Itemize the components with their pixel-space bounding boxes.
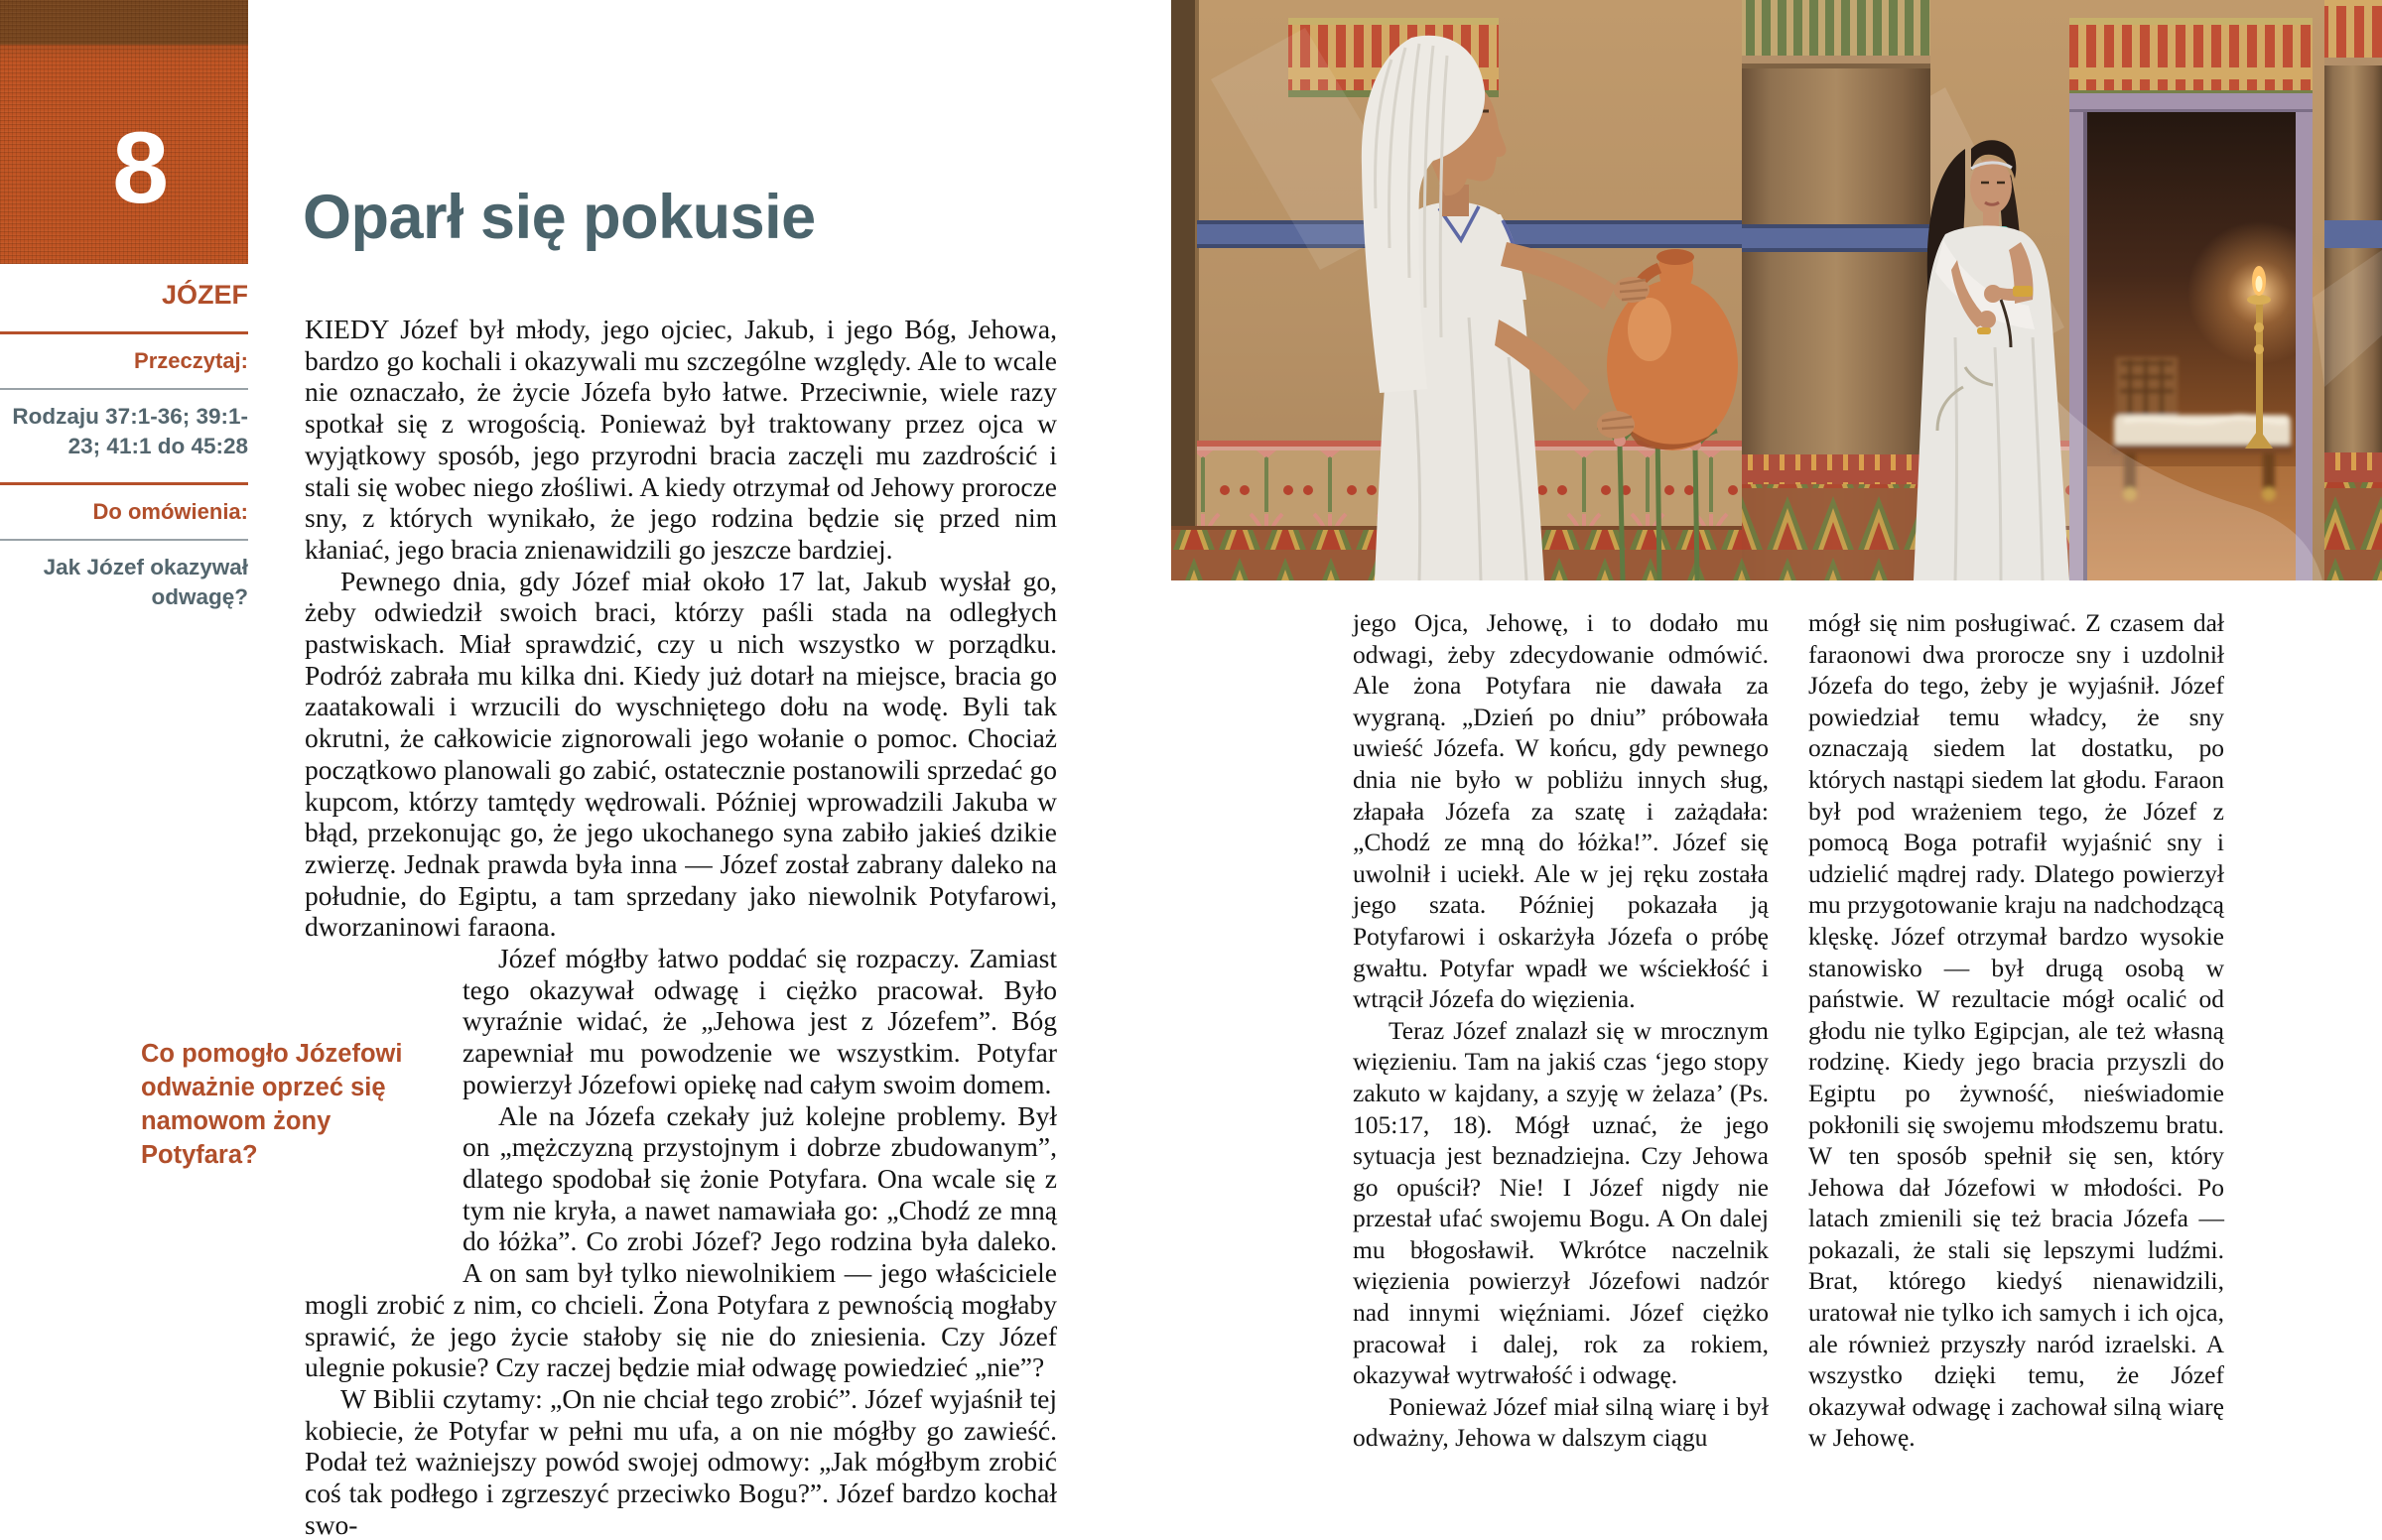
- paragraph-3: [141, 943, 1057, 1170]
- wife-hand: [1984, 285, 2002, 303]
- sidebar-read-label: Przeczytaj:: [134, 347, 248, 373]
- sidebar-rule-orange: [0, 331, 248, 334]
- paragraph-1: KIEDY Józef był młody, jego ojciec, Jakub, i jego Bóg, Jehowa, bardzo go kochali i okazywali mu szczególne względy. Ale to wcale nie oznaczało, że życie Józefa było łatwe. Przeciwnie, wiele razy spotkał się z wrogością. Ponieważ był traktowany przez ojca w wyjątkowy sposób, jego przyrodni bracia zaczęli mu zazdrościć i stali się wobec niego złośliwi. A kiedy otrzymał od Jehowy prorocze sny, z których wynikało, że jego rodzina będzie się przed nim kłaniać, jego bracia znienawidzili go jeszcze bardziej.: [305, 314, 1057, 565]
- text-column-right: [1808, 607, 2224, 1454]
- paragraph-4: Ale na Józefa czekały już kolejne problemy. Był on „mężczyzną przystojnym i dobrze zbudowanym”, dlatego spodobał się żonie Potyfara. Ona wcale się z tym nie kryła, a nawet namawiała go: „Chodź ze mną do łóżka”. Co zrobi Józef? Jego rodzina była daleko. A on sam był tylko niewolnikiem — jego właściciele mogli zrobić z nim, co chcieli. Żona Potyfara z pewnością mogłaby sprawić, że jego życie stałoby się nie do zniesienia. Czy Józef ulegnie pokusie? Czy raczej będzie miał odwagę powiedzieć „nie”?: [305, 1099, 1057, 1383]
- column-paragraph: jego Ojca, Jehowę, i to dodało mu odwagi, żeby zdecydowanie odmówić. Ale żona Potyfara nie dawała za wygraną. „Dzień po dniu” próbowała uwieść Józefa. W końcu, gdy pewnego dnia nie było w pobliżu innych sług, złapała Józefa za szatę i zażądała: „Chodź ze mną do łóżka!”. Józef się uwolnił i uciekł. Ale w jej ręku została jego szata. Później pokazała ją Potyfarowi i oskarżyła Józefa o próbę gwałtu. Potyfar wpadł we wściekłość i wtrącił Józefa do więzienia.: [1353, 608, 1769, 1014]
- text-column-left: [1353, 607, 1769, 1454]
- center-column: [1742, 0, 1930, 580]
- column-paragraph: Teraz Józef znalazł się w mrocznym więzieniu. Tam na jakiś czas ‘jego stopy zakuto w kajdany, a szyję w żelaza’ (Ps. 105:17, 18). Mógł uznać, że jego sytuacja jest beznadziejna. Czy Jehowa go opuścił? Nie! I Józef nigdy nie przestał ufać swojemu Bogu. A On dalej mu błogosławił. Wkrótce naczelnik więzienia powierzył Józefowi nadzór nad innymi więźniami. Józef ciężko pracował i dalej, rok za rokiem, okazywał wytrwałość i odwagę.: [1353, 1015, 1769, 1390]
- sidebar-read-references: Rodzaju 37:1-36; 39:1-23; 41:1 do 45:28: [12, 403, 248, 458]
- chapter-number-block: [0, 0, 248, 264]
- cornice-frieze-doorway: [2069, 18, 2313, 95]
- gold-bracelet: [1977, 327, 1991, 334]
- page-title: Oparł się pokusie: [303, 183, 816, 253]
- sidebar-rule-gray: [0, 539, 248, 541]
- chapter-number: 8: [112, 111, 169, 224]
- sidebar-rule-gray: [0, 388, 248, 390]
- paragraph-3-text: Józef mógłby łatwo poddać się rozpaczy. Zamiast tego okazywał odwagę i ciężko pracował. Było wyraźnie widać, że „Jehowa jest z Józefem”. Bóg zapewniał mu powodzenie we wszystkim. Potyfar powierzył Józefowi opiekę nad całym swoim domem.: [463, 943, 1057, 1099]
- sidebar-rule-orange: [0, 482, 248, 485]
- sidebar: [0, 281, 248, 612]
- gold-armband: [2013, 286, 2033, 297]
- wife-hand: [1978, 311, 1996, 328]
- paragraph-2: Pewnego dnia, gdy Józef miał około 17 lat, Jakub wysłał go, żeby odwiedził swoich braci, którzy paśli stada na odległych pastwiskach. Miał sprawdzić, czy u nich wszystko w porządku. Podróż zabrała mu kilka dni. Kiedy już dotarł na miejsce, bracia go zaatakowali i wrzucili do wyschniętego dołu na wodę. Byli tak okrutni, że całkowicie zignorowali jego wołanie o pomoc. Chociaż początkowo planowali go zabić, ostatecznie postanowili sprzedać go kupcom, którzy tamtędy wędrowali. Później wprowadzili Jakuba w błąd, przekonując go, że jego ukochanego syna zabiło jakieś dzikie zwierzę. Jednak prawda była inna — Józef został zabrany daleko na południe, do Egiptu, a tam sprzedany jako niewolnik Potyfarowi, dworzaninowi faraona.: [305, 565, 1057, 943]
- sidebar-discuss-question: Jak Józef okazywał odwagę?: [43, 555, 248, 610]
- joseph-hand: [1597, 411, 1635, 439]
- sidebar-figure-label: JÓZEF: [161, 280, 248, 310]
- column-paragraph: Ponieważ Józef miał silną wiarę i był odważny, Jehowa w dalszym ciągu: [1353, 1391, 1769, 1453]
- column-paragraph: mógł się nim posługiwać. Z czasem dał faraonowi dwa prorocze sny i uzdolnił Józefa do tego, żeby je wyjaśnił. Józef powiedział temu władcy, że sny oznaczają siedem lat dostatku, po których nastąpi siedem lat głodu. Faraon był pod wrażeniem tego, że Józef z pomocą Boga potrafił wyjaśnić sny i udzielić mądrej rady. Dlatego powierzył mu przygotowanie kraju na nadchodzącą klęskę. Józef otrzymał bardzo wysokie stanowisko — był drugą osobą w państwie. W rezultacie mógł ocalić od głodu nie tylko Egipcjan, ale też własną rodzinę. Kiedy jego bracia przyszli do Egiptu po żywność, nieświadomie pokłonili się swojemu młodszemu bratu. W ten sposób spełnił się sen, który Jehowa dał Józefowi w młodości. Po latach zmienili się też bracia Józefa — pokazali, że stali się lepszymi ludźmi. Brat, którego kiedyś nienawidzili, uratował nie tylko ich samych i ich ojca, ale również przyszły naród izraelski. A wszystko dzięki temu, że Józef okazywał odwagę i zachował silną wiarę w Jehowę.: [1808, 608, 2224, 1453]
- wife-dress: [1914, 225, 2069, 580]
- sidebar-discuss-label: Do omówienia:: [92, 498, 248, 524]
- illustration-joseph-potiphars-wife: [1171, 0, 2382, 580]
- paragraph-5: W Biblii czytamy: „On nie chciał tego zrobić”. Józef wyjaśnił tej kobiecie, że Potyfar w pełni mu ufa, a on nie mógłby go zawieść. Podał też ważniejszy powód swojej odmowy: „Jak mógłbym zrobić coś tak podłego i zgrzeszyć przeciwko Bogu?”. Józef bardzo kochał swo-: [305, 1382, 1057, 1540]
- left-pillar: [1171, 0, 1197, 580]
- pull-quote: Co pomogło Józefowi odważnie oprzeć się namowom żony Potyfara?: [141, 1040, 403, 1170]
